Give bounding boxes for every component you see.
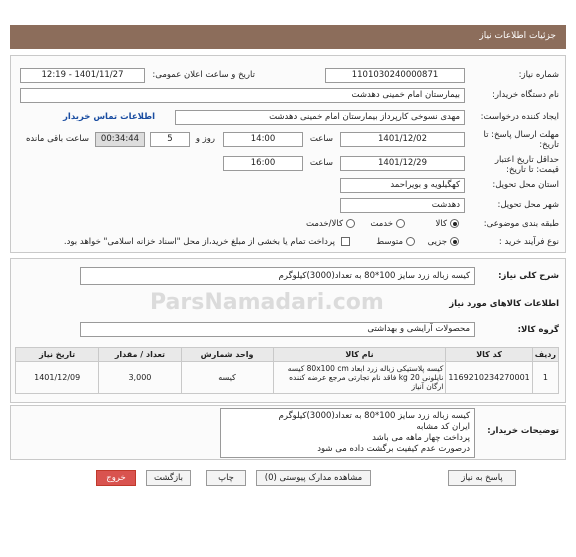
cell-unit: کیسه <box>181 362 273 394</box>
validity-time-label: ساعت <box>309 158 333 168</box>
goods-table <box>15 347 559 394</box>
exit-button[interactable]: خروج <box>96 470 136 486</box>
contact-buyer-link[interactable]: اطلاعات تماس خریدار <box>63 112 155 122</box>
page-title: جزئیات اطلاعات نیاز <box>479 31 556 41</box>
notes-panel <box>10 405 566 460</box>
payment-note: پرداخت تمام یا بخشی از مبلغ خرید،از محل "اسناد خزانه اسلامی" خواهد بود. <box>63 237 335 247</box>
deadline-time-field: 14:00 <box>223 132 303 147</box>
goods-panel <box>10 258 566 403</box>
category-label: طبقه بندی موضوعی: <box>483 219 559 229</box>
process-radio-minor[interactable] <box>450 237 459 246</box>
process-option-medium: متوسط <box>376 237 403 247</box>
deadline-label: مهلت ارسال پاسخ: تا <box>483 130 559 140</box>
category-option-service: خدمت <box>370 219 393 229</box>
process-option-minor: جزیی <box>427 237 447 247</box>
back-button[interactable]: بازگشت <box>146 470 191 486</box>
summary-field: کیسه زباله زرد سایز 100*80 به تعداد(3000)کیلوگرم <box>80 267 475 285</box>
cell-code: 1169210234270001 <box>446 362 532 394</box>
category-option-both: کالا/خدمت <box>306 219 343 229</box>
process-label: نوع فرآیند خرید : <box>498 237 559 247</box>
cell-date: 1401/12/09 <box>16 362 99 394</box>
goods-table-header <box>16 348 559 362</box>
notes-line: ایران کد مشابه <box>416 422 470 432</box>
notes-line: پرداخت چهار ماهه می باشد <box>372 433 470 443</box>
summary-label: شرح کلی نیاز: <box>498 271 559 281</box>
announce-label: تاریخ و ساعت اعلان عمومی: <box>152 70 255 80</box>
province-label: استان محل تحویل: <box>492 180 559 190</box>
table-row <box>16 362 559 394</box>
attachments-button[interactable]: مشاهده مدارک پیوستی (0) <box>256 470 371 486</box>
col-header: کد کالا <box>446 348 532 362</box>
goods-group-label: گروه کالا: <box>517 325 559 335</box>
notes-box <box>220 408 475 458</box>
creator-field: مهدی نسوخی کارپرداز بیمارستان امام خمینی دهدشت <box>175 110 465 125</box>
goods-section-title: اطلاعات کالاهای مورد نیاز <box>449 299 559 309</box>
treasury-checkbox[interactable] <box>341 237 350 246</box>
days-label: روز و <box>195 134 215 144</box>
announce-field: 1401/11/27 - 12:19 <box>20 68 145 83</box>
need-number-field: 1101030240000871 <box>325 68 465 83</box>
notes-line: درصورت عدم کیفیت برگشت داده می شود <box>317 444 470 454</box>
print-button[interactable]: چاپ <box>206 470 246 486</box>
buyer-org-field: بیمارستان امام خمینی دهدشت <box>20 88 465 103</box>
need-number-label: شماره نیاز: <box>518 70 559 80</box>
creator-label: ایجاد کننده درخواست: <box>480 112 559 122</box>
validity-time-field: 16:00 <box>223 156 303 171</box>
cell-qty: 3,000 <box>99 362 181 394</box>
cell-idx: 1 <box>532 362 558 394</box>
col-header: نام کالا <box>273 348 446 362</box>
buyer-org-label: نام دستگاه خریدار: <box>492 90 559 100</box>
validity-label: حداقل تاریخ اعتبار <box>494 155 559 165</box>
deadline-date-field: 1401/12/02 <box>340 132 465 147</box>
goods-group-field: محصولات آرایشی و بهداشتی <box>80 322 475 337</box>
city-field: دهدشت <box>340 198 465 213</box>
deadline-label-2: تاریخ: <box>539 140 559 150</box>
remaining-label: ساعت باقی مانده <box>25 134 89 144</box>
page-header <box>10 25 566 49</box>
cell-name: کیسه پلاستیکی زباله زرد ابعاد 80x100 cm کیسه نایلونی 20 kg فاقد نام تجارتی مرجع عرضه کننده ارگان آنیاز <box>273 362 446 394</box>
province-field: کهگیلویه و بویراحمد <box>340 178 465 193</box>
category-radio-goods[interactable] <box>450 219 459 228</box>
col-header: واحد شمارش <box>181 348 273 362</box>
info-panel <box>10 55 566 253</box>
category-option-goods: کالا <box>435 219 447 229</box>
col-header: تاریخ نیاز <box>16 348 99 362</box>
validity-date-field: 1401/12/29 <box>340 156 465 171</box>
col-header: ردیف <box>532 348 558 362</box>
remaining-time-field: 00:34:44 <box>95 132 145 147</box>
category-radio-both[interactable] <box>346 219 355 228</box>
notes-line: کیسه زباله زرد سایز 100*80 به تعداد(3000)کیلوگرم <box>278 411 470 421</box>
days-field: 5 <box>150 132 190 147</box>
city-label: شهر محل تحویل: <box>497 200 559 210</box>
validity-label-2: قیمت: تا تاریخ: <box>506 165 559 175</box>
col-header: تعداد / مقدار <box>99 348 181 362</box>
deadline-time-label: ساعت <box>309 134 333 144</box>
category-radio-service[interactable] <box>396 219 405 228</box>
notes-label: توضیحات خریدار: <box>487 426 559 436</box>
process-radio-medium[interactable] <box>406 237 415 246</box>
watermark-text: ParsNamadari.com <box>150 290 384 315</box>
reply-button[interactable]: پاسخ به نیاز <box>448 470 516 486</box>
